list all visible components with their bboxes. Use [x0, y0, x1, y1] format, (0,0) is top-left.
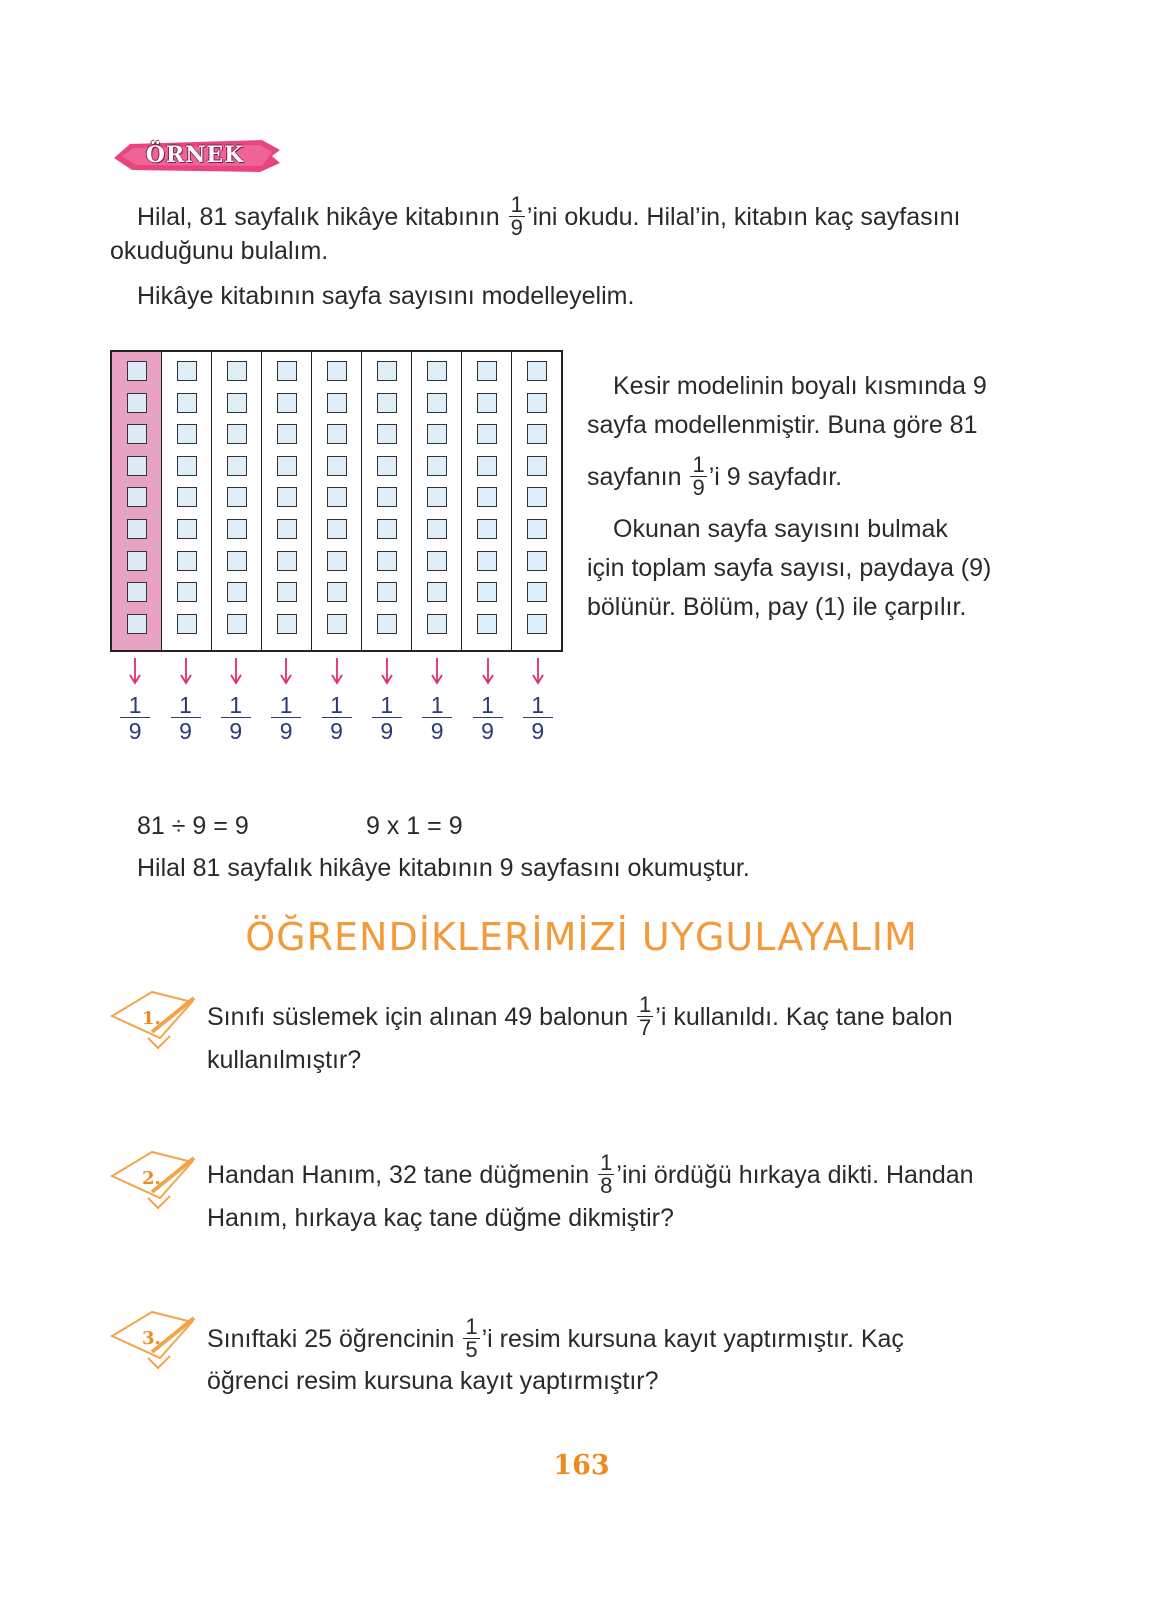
explanation-line-4: Okunan sayfa sayısını bulmak: [613, 515, 948, 543]
page-square: [527, 551, 547, 571]
down-arrow-icon: [480, 656, 496, 686]
page-square: [527, 519, 547, 539]
column-fraction-label: $\frac{1}{9}$: [120, 694, 150, 742]
down-arrow-icon: [329, 656, 345, 686]
page-square: [327, 582, 347, 602]
page-square: [277, 393, 297, 413]
page-square: [277, 456, 297, 476]
page-square: [277, 614, 297, 634]
page-square: [377, 456, 397, 476]
page-square: [177, 393, 197, 413]
page-square: [177, 361, 197, 381]
page-square: [227, 519, 247, 539]
page-square: [427, 456, 447, 476]
page-square: [127, 361, 147, 381]
page-square: [377, 487, 397, 507]
model-column: [462, 352, 512, 650]
question-3-line-1: Sınıftaki 25 öğrencinin $\frac{1}{5}$ ’i resim kursuna kayıt yaptırmıştır. Kaç: [207, 1314, 904, 1362]
page-square: [227, 456, 247, 476]
page-square: [177, 487, 197, 507]
page-square: [527, 487, 547, 507]
question-3-line-2: öğrenci resim kursuna kayıt yaptırmıştır?: [207, 1367, 659, 1395]
page-square: [227, 424, 247, 444]
page-square: [527, 393, 547, 413]
page-square: [127, 393, 147, 413]
multiplication-equation: 9 x 1 = 9: [366, 812, 463, 840]
page-square: [177, 456, 197, 476]
page-square: [377, 614, 397, 634]
down-arrow-icon: [379, 656, 395, 686]
page-square: [127, 614, 147, 634]
page-square: [177, 424, 197, 444]
page-square: [277, 519, 297, 539]
explanation-line-6: bölünür. Bölüm, pay (1) ile çarpılır.: [587, 593, 967, 621]
page-square: [227, 487, 247, 507]
page-square: [477, 582, 497, 602]
page-square: [477, 614, 497, 634]
page-square: [227, 361, 247, 381]
column-fraction-label: $\frac{1}{9}$: [422, 694, 452, 742]
page-square: [477, 551, 497, 571]
page-square: [227, 393, 247, 413]
down-arrow-icon: [278, 656, 294, 686]
page-square: [427, 582, 447, 602]
down-arrow-icon: [127, 656, 143, 686]
page-square: [277, 582, 297, 602]
page-square: [527, 614, 547, 634]
question-1-fraction: $\frac{1}{7}$: [639, 992, 652, 1040]
page-square: [377, 424, 397, 444]
page-square: [127, 456, 147, 476]
page-square: [327, 614, 347, 634]
down-arrow-icon: [178, 656, 194, 686]
page-square: [127, 551, 147, 571]
model-column: [362, 352, 412, 650]
page-square: [427, 519, 447, 539]
explanation-line-5: için toplam sayfa sayısı, paydaya (9): [587, 554, 992, 582]
example-line-1-start: Hilal, 81 sayfalık hikâye kitabının: [137, 203, 507, 232]
shaded-column: [112, 352, 162, 650]
column-fraction-label: $\frac{1}{9}$: [271, 694, 301, 742]
page-square: [427, 393, 447, 413]
page-square: [127, 487, 147, 507]
division-equation: 81 ÷ 9 = 9: [137, 812, 249, 840]
page-square: [327, 487, 347, 507]
question-3-pencil-icon: [108, 1306, 198, 1376]
practice-heading: ÖĞRENDİKLERİMİZİ UYGULAYALIM: [245, 915, 918, 959]
page-square: [477, 424, 497, 444]
explanation-line-3: sayfanın $\frac{1}{9}$ ’i 9 sayfadır.: [587, 452, 843, 500]
column-fraction-label: $\frac{1}{9}$: [523, 694, 553, 742]
page-square: [277, 551, 297, 571]
example-line-3: Hikâye kitabının sayfa sayısını modelleyelim.: [137, 282, 635, 310]
page-number: 163: [553, 1450, 610, 1481]
model-column: [262, 352, 312, 650]
page-square: [177, 551, 197, 571]
model-column: [162, 352, 212, 650]
explanation-line-2: sayfa modellenmiştir. Buna göre 81: [587, 411, 978, 439]
example-fraction: $\frac{1}{9}$: [510, 192, 523, 240]
question-2-pencil-icon: [108, 1146, 198, 1216]
question-2-line-1: Handan Hanım, 32 tane düğmenin $\frac{1}{8}$ ’ini ördüğü hırkaya dikti. Handan: [207, 1150, 974, 1198]
model-column: [312, 352, 362, 650]
page-square: [377, 582, 397, 602]
model-column: [412, 352, 462, 650]
page-square: [477, 456, 497, 476]
model-column: [212, 352, 262, 650]
question-1-line-2: kullanılmıştır?: [207, 1046, 362, 1074]
example-line-1: [137, 192, 961, 241]
page-square: [377, 361, 397, 381]
down-arrow-icon: [530, 656, 546, 686]
fraction-model-grid: [110, 350, 563, 652]
column-fraction-label: $\frac{1}{9}$: [171, 694, 201, 742]
example-line-2: okuduğunu bulalım.: [110, 237, 329, 265]
svg-text:2.: 2.: [142, 1168, 161, 1189]
svg-text:3.: 3.: [142, 1328, 161, 1349]
page-square: [227, 582, 247, 602]
column-fraction-label: $\frac{1}{9}$: [322, 694, 352, 742]
page-square: [327, 393, 347, 413]
question-1-line-1: Sınıfı süslemek için alınan 49 balonun $\frac{1}{7}$ ’i kullanıldı. Kaç tane balon: [207, 992, 953, 1040]
page-square: [427, 487, 447, 507]
question-2-line-2: Hanım, hırkaya kaç tane düğme dikmiştir?: [207, 1204, 674, 1232]
column-fraction-label: $\frac{1}{9}$: [473, 694, 503, 742]
page-square: [127, 582, 147, 602]
page-square: [327, 519, 347, 539]
page-square: [427, 551, 447, 571]
page-square: [377, 519, 397, 539]
page-square: [477, 393, 497, 413]
page-square: [527, 456, 547, 476]
conclusion-text: Hilal 81 sayfalık hikâye kitabının 9 sayfasını okumuştur.: [137, 854, 750, 882]
question-2-fraction: $\frac{1}{8}$: [600, 1150, 613, 1198]
model-column: [512, 352, 561, 650]
page-square: [227, 614, 247, 634]
page-square: [527, 424, 547, 444]
page-square: [427, 614, 447, 634]
page-square: [427, 424, 447, 444]
page-square: [227, 551, 247, 571]
page-square: [277, 487, 297, 507]
page-square: [327, 361, 347, 381]
down-arrow-icon: [429, 656, 445, 686]
page-square: [277, 361, 297, 381]
page-square: [177, 519, 197, 539]
page-square: [327, 551, 347, 571]
page-square: [277, 424, 297, 444]
page-square: [527, 582, 547, 602]
page-square: [477, 361, 497, 381]
page-square: [427, 361, 447, 381]
svg-text:1.: 1.: [142, 1008, 161, 1029]
column-fraction-label: $\frac{1}{9}$: [372, 694, 402, 742]
page-square: [377, 551, 397, 571]
explanation-line-1: Kesir modelinin boyalı kısmında 9: [613, 372, 987, 400]
page-square: [477, 487, 497, 507]
column-fraction-label: $\frac{1}{9}$: [221, 694, 251, 742]
explanation-fraction: $\frac{1}{9}$: [692, 452, 705, 500]
page-square: [127, 519, 147, 539]
example-badge: [112, 136, 282, 176]
page-square: [327, 456, 347, 476]
example-badge-label: ÖRNEK: [145, 142, 245, 168]
example-line-1-end: ’ini okudu. Hilal’in, kitabın kaç sayfasını: [526, 203, 961, 232]
page-square: [127, 424, 147, 444]
question-1-pencil-icon: [108, 986, 198, 1056]
page-square: [527, 361, 547, 381]
page-square: [177, 614, 197, 634]
question-3-fraction: $\frac{1}{5}$: [465, 1314, 478, 1362]
page-square: [377, 393, 397, 413]
down-arrow-icon: [228, 656, 244, 686]
page-square: [327, 424, 347, 444]
page-square: [477, 519, 497, 539]
page-square: [177, 582, 197, 602]
